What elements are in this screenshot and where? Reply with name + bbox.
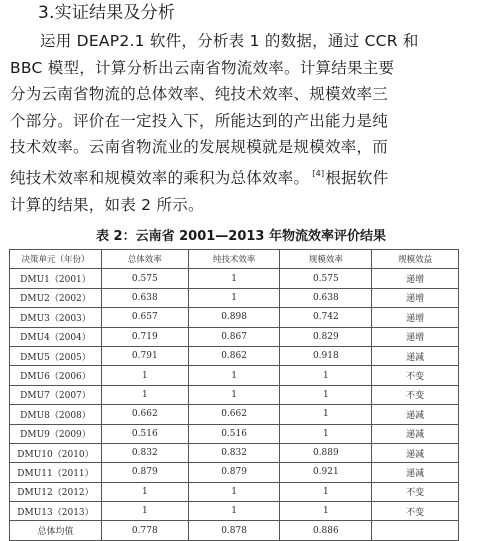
cell-scale-efficiency: 1 [280, 482, 372, 501]
cell-decision-unit: DMU3（2003） [10, 308, 102, 327]
cell-pure-technical-efficiency: 1 [188, 366, 280, 385]
summary-cell-decision-unit: 总体均值 [10, 521, 102, 540]
header-overall-efficiency: 总体效率 [101, 250, 188, 269]
cell-returns-to-scale: 递减 [372, 443, 459, 462]
cell-returns-to-scale: 不变 [372, 385, 459, 404]
cell-pure-technical-efficiency: 0.662 [188, 405, 280, 424]
cell-scale-efficiency: 0.921 [280, 463, 372, 482]
cell-pure-technical-efficiency: 0.832 [188, 443, 280, 462]
cell-overall-efficiency: 0.638 [101, 288, 188, 307]
table-summary-row [10, 521, 459, 540]
cell-overall-efficiency: 1 [101, 366, 188, 385]
citation-marker[interactable]: [4] [312, 168, 325, 178]
section-heading: 3.实证结果及分析 [38, 3, 176, 23]
cell-scale-efficiency: 0.638 [280, 288, 372, 307]
summary-cell-returns-to-scale [372, 521, 459, 540]
cell-returns-to-scale: 递减 [372, 405, 459, 424]
cell-scale-efficiency: 0.829 [280, 327, 372, 346]
cell-overall-efficiency: 0.791 [101, 346, 188, 365]
table-row [10, 482, 459, 501]
table-row [10, 327, 459, 346]
cell-overall-efficiency: 0.832 [101, 443, 188, 462]
table-row [10, 463, 459, 482]
cell-overall-efficiency: 1 [101, 385, 188, 404]
cell-pure-technical-efficiency: 0.516 [188, 424, 280, 443]
cell-returns-to-scale: 递减 [372, 424, 459, 443]
cell-pure-technical-efficiency: 1 [188, 385, 280, 404]
summary-cell-pure-technical-efficiency: 0.878 [188, 521, 280, 540]
cell-returns-to-scale: 不变 [372, 502, 459, 521]
cell-decision-unit: DMU9（2009） [10, 424, 102, 443]
cell-scale-efficiency: 0.918 [280, 346, 372, 365]
paragraph-line: BBC 模型，计算分析出云南省物流效率。计算结果主要 [10, 58, 395, 77]
summary-cell-scale-efficiency: 0.886 [280, 521, 372, 540]
table-row [10, 385, 459, 404]
cell-pure-technical-efficiency: 0.898 [188, 308, 280, 327]
cell-scale-efficiency: 1 [280, 366, 372, 385]
cell-overall-efficiency: 0.719 [101, 327, 188, 346]
cell-decision-unit: DMU12（2012） [10, 482, 102, 501]
cell-decision-unit: DMU4（2004） [10, 327, 102, 346]
table-row [10, 346, 459, 365]
paragraph-line-text: 纯技术效率和规模效率的乘积为总体效率。 [10, 168, 310, 187]
table-header-row [10, 250, 459, 269]
cell-decision-unit: DMU1（2001） [10, 269, 102, 288]
cell-overall-efficiency: 0.516 [101, 424, 188, 443]
cell-decision-unit: DMU10（2010） [10, 443, 102, 462]
cell-overall-efficiency: 1 [101, 482, 188, 501]
table-row [10, 443, 459, 462]
cell-overall-efficiency: 0.662 [101, 405, 188, 424]
paragraph-line [10, 161, 472, 192]
table-row [10, 269, 459, 288]
paragraph-line: 计算的结果，如表 2 所示。 [10, 195, 204, 214]
cell-decision-unit: DMU5（2005） [10, 346, 102, 365]
header-scale-efficiency: 规模效率 [280, 250, 372, 269]
cell-overall-efficiency: 0.575 [101, 269, 188, 288]
summary-cell-overall-efficiency: 0.778 [101, 521, 188, 540]
cell-returns-to-scale: 不变 [372, 366, 459, 385]
table-caption: 表 2：云南省 2001—2013 年物流效率评价结果 [96, 229, 386, 244]
paragraph-line: 运用 DEAP2.1 软件，分析表 1 的数据，通过 CCR 和 [40, 32, 419, 50]
paragraph-line: 分为云南省物流的总体效率、纯技术效率、规模效率三 [10, 85, 389, 104]
cell-overall-efficiency: 0.657 [101, 308, 188, 327]
cell-returns-to-scale: 递增 [372, 308, 459, 327]
header-decision-unit: 决策单元（年份） [10, 250, 102, 269]
paragraph-line-text: 根据软件 [325, 168, 389, 187]
cell-returns-to-scale: 不变 [372, 482, 459, 501]
cell-scale-efficiency: 1 [280, 385, 372, 404]
cell-returns-to-scale: 递增 [372, 269, 459, 288]
cell-scale-efficiency: 1 [280, 405, 372, 424]
cell-decision-unit: DMU13（2013） [10, 502, 102, 521]
cell-pure-technical-efficiency: 1 [188, 288, 280, 307]
cell-decision-unit: DMU6（2006） [10, 366, 102, 385]
cell-returns-to-scale: 递减 [372, 346, 459, 365]
cell-returns-to-scale: 递增 [372, 327, 459, 346]
cell-returns-to-scale: 递减 [372, 463, 459, 482]
table-row [10, 424, 459, 443]
table-row [10, 288, 459, 307]
paragraph-line: 个部分。评价在一定投入下，所能达到的产出能力是纯 [10, 111, 389, 130]
cell-pure-technical-efficiency: 1 [188, 502, 280, 521]
cell-scale-efficiency: 1 [280, 424, 372, 443]
paragraph-line: 技术效率。云南省物流业的发展规模就是规模效率，而 [10, 138, 389, 157]
efficiency-results-table [9, 249, 459, 541]
cell-decision-unit: DMU2（2002） [10, 288, 102, 307]
cell-overall-efficiency: 0.879 [101, 463, 188, 482]
cell-pure-technical-efficiency: 0.879 [188, 463, 280, 482]
cell-pure-technical-efficiency: 0.862 [188, 346, 280, 365]
header-pure-technical-efficiency: 纯技术效率 [188, 250, 280, 269]
cell-overall-efficiency: 1 [101, 502, 188, 521]
cell-decision-unit: DMU8（2008） [10, 405, 102, 424]
header-returns-to-scale: 规模效益 [372, 250, 459, 269]
table-row [10, 366, 459, 385]
table-row [10, 308, 459, 327]
cell-decision-unit: DMU11（2011） [10, 463, 102, 482]
cell-scale-efficiency: 1 [280, 502, 372, 521]
cell-scale-efficiency: 0.889 [280, 443, 372, 462]
cell-pure-technical-efficiency: 1 [188, 482, 280, 501]
table-row [10, 502, 459, 521]
cell-pure-technical-efficiency: 1 [188, 269, 280, 288]
body-paragraph [10, 28, 472, 218]
cell-returns-to-scale: 递增 [372, 288, 459, 307]
cell-pure-technical-efficiency: 0.867 [188, 327, 280, 346]
cell-scale-efficiency: 0.575 [280, 269, 372, 288]
cell-decision-unit: DMU7（2007） [10, 385, 102, 404]
cell-scale-efficiency: 0.742 [280, 308, 372, 327]
table-row [10, 405, 459, 424]
